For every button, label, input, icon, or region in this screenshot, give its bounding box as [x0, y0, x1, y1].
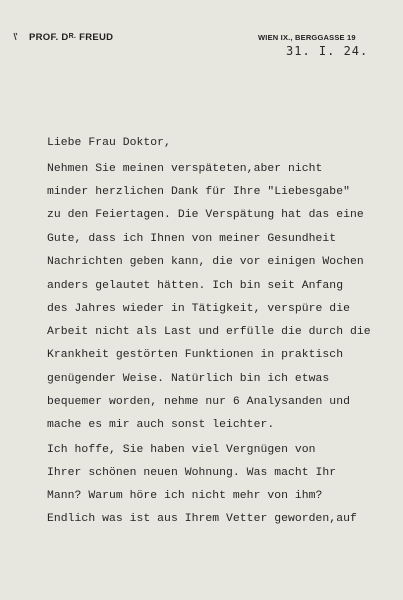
- letter-line-salutation: Liebe Frau Doktor,: [47, 137, 171, 149]
- letter-line: Endlich was ist aus Ihrem Vetter geworden,auf: [47, 513, 357, 525]
- letter-line: des Jahres wieder in Tätigkeit, verspüre die: [47, 303, 350, 315]
- letter-line: anders gelautet hätten. Ich bin seit Anfang: [47, 280, 344, 292]
- letterhead-name: [29, 32, 113, 43]
- letterhead-address: WIEN IX., BERGGASSE 19: [258, 33, 356, 42]
- letter-line: Ihrer schönen neuen Wohnung. Was macht Ihr: [47, 467, 337, 479]
- letter-line: Mann? Warum höre ich nicht mehr von ihm?: [47, 490, 323, 502]
- letterhead-name-suffix: FREUD: [76, 32, 114, 43]
- letter-line: Ich hoffe, Sie haben viel Vergnügen von: [47, 444, 316, 456]
- letter-line: genügender Weise. Natürlich bin ich etwas: [47, 373, 330, 385]
- letter-line: Krankheit gestörten Funktionen in praktisch: [47, 349, 344, 361]
- letter-line: bequemer worden, nehme nur 6 Analysanden und: [47, 396, 350, 408]
- letterhead-name-prefix: PROF. D: [29, 32, 69, 43]
- letter-line: Arbeit nicht als Last und erfülle die durch die: [47, 326, 371, 338]
- letter-line: mache es mir auch sonst leichter.: [47, 419, 275, 431]
- letter-line: minder herzlichen Dank für Ihre "Liebesgabe": [47, 186, 350, 198]
- letterhead-name-sup: R.: [68, 33, 77, 40]
- letter-line: Nehmen Sie meinen verspäteten,aber nicht: [47, 163, 323, 175]
- letter-line: zu den Feiertagen. Die Verspätung hat das eine: [47, 209, 364, 221]
- letter-line: Gute, dass ich Ihnen von meiner Gesundheit: [47, 233, 337, 245]
- punch-mark-icon: [13, 32, 18, 41]
- letter-line: Nachrichten geben kann, die vor einigen Wochen: [47, 256, 364, 268]
- letter-date: 31. I. 24.: [286, 44, 369, 58]
